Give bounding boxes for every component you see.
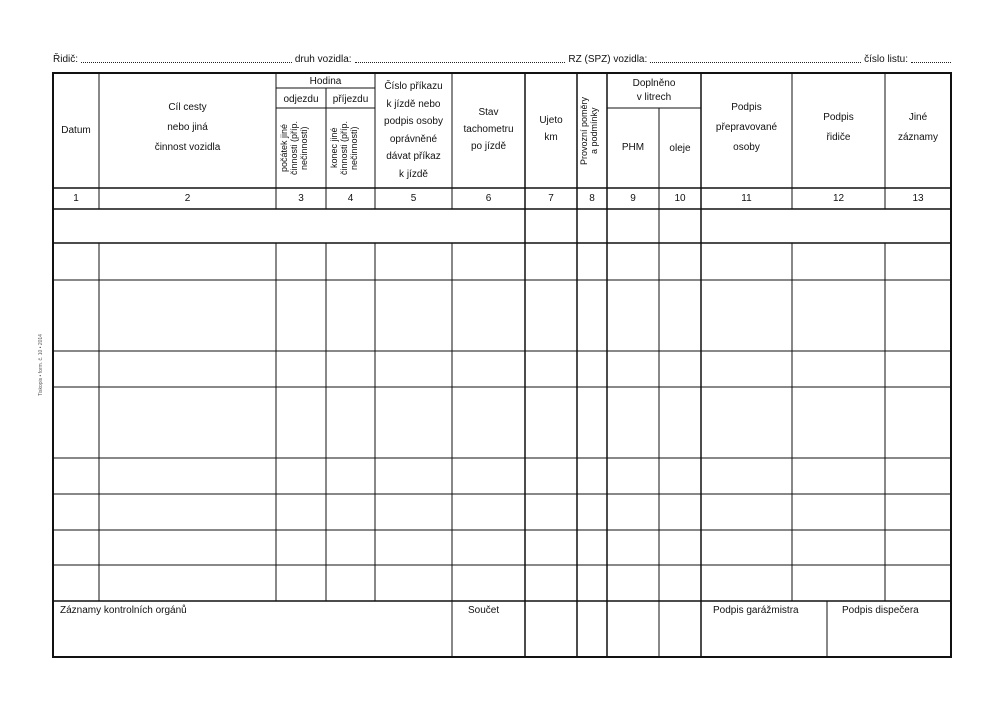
col-number: 12 <box>832 193 845 204</box>
col-pocatek-header: počátek jiné činnosti (příp. nečinnosti) <box>279 120 309 176</box>
col-number: 7 <box>548 193 554 204</box>
col-phm-header: PHM <box>621 142 645 153</box>
col-odjezdu-header: odjezdu <box>283 94 319 105</box>
col-doplneno-header: Doplněno v litrech <box>632 78 676 103</box>
dispatcher-signature-label: Podpis dispečera <box>842 605 919 616</box>
col-number: 13 <box>912 193 924 204</box>
col-datum-header: Datum <box>61 125 91 136</box>
control-records-label: Záznamy kontrolních orgánů <box>60 605 187 616</box>
col-number: 5 <box>410 193 417 204</box>
col-stav-header: Stav tachometru po jízdě <box>463 107 514 152</box>
col-number: 11 <box>741 193 752 204</box>
col-number: 4 <box>347 193 354 204</box>
col-provozni-header: Provozní poměry a podmínky <box>579 96 599 166</box>
driver-label: Řidič: <box>53 54 79 65</box>
col-podpis-ridice-header: Podpis řidiče <box>823 112 854 143</box>
col-number: 2 <box>184 193 191 204</box>
col-ujeto-header: Ujeto km <box>539 115 563 143</box>
col-number: 6 <box>485 193 492 204</box>
sheet-number-label: číslo listu: <box>864 54 909 65</box>
plate-label: RZ (SPZ) vozidla: <box>568 54 648 65</box>
col-number: 9 <box>630 193 636 204</box>
col-jine-header: Jiné záznamy <box>897 112 938 143</box>
col-number: 10 <box>674 193 686 204</box>
garage-master-signature-label: Podpis garážmistra <box>713 605 799 616</box>
sum-label: Součet <box>468 605 500 616</box>
col-cil-header: Cíl cesty nebo jiná činnost vozidla <box>154 102 221 153</box>
col-number: 1 <box>73 193 79 204</box>
col-number: 3 <box>298 193 304 204</box>
col-hodina-header: Hodina <box>309 76 342 87</box>
col-konec-header: konec jiné činnosti (příp. nečinnosti) <box>329 120 359 176</box>
col-cislo-prikazu-header: Číslo příkazu k jízdě nebo podpis osoby oprávněné dávat příkaz k jízdě <box>384 81 443 180</box>
form-side-code: Tiskopis • form. č. 10 • 2014 <box>38 334 44 396</box>
col-prijezdu-header: příjezdu <box>332 94 369 105</box>
col-podpis-prepravovane-header: Podpis přepravované osoby <box>715 102 778 153</box>
col-oleje-header: oleje <box>669 143 691 154</box>
vehicle-type-label: druh vozidla: <box>294 54 352 65</box>
col-number: 8 <box>589 193 595 204</box>
